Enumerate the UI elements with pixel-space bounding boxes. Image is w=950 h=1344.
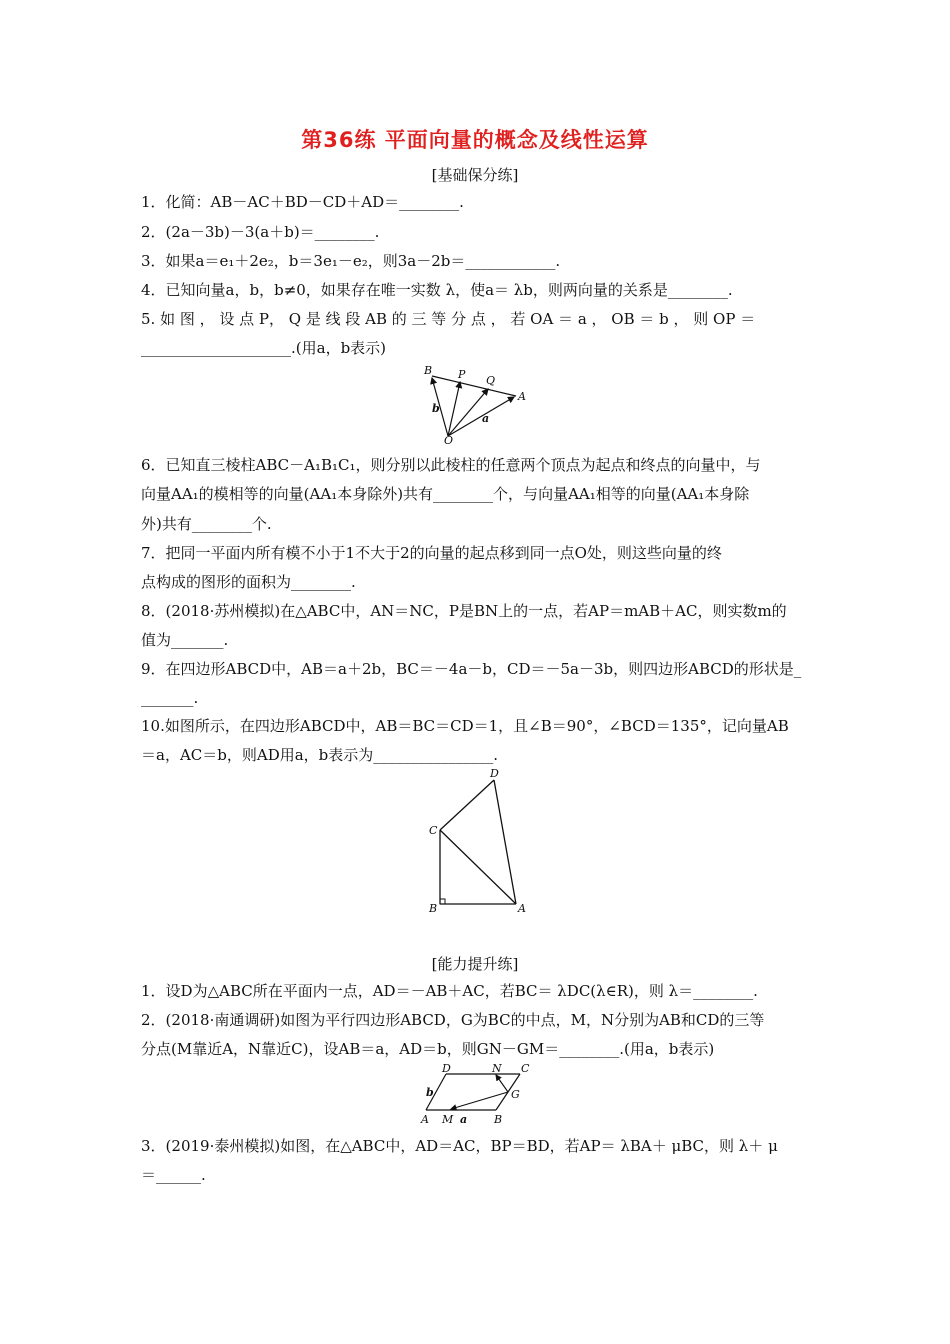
section-heading-basic: [基础保分练] [431, 166, 519, 184]
problem-line: 6．已知直三棱柱ABC－A₁B₁C₁，则分别以此棱柱的任意两个顶点为起点和终点的向量中，与 [141, 456, 761, 474]
label-m: M [442, 1113, 454, 1126]
problem-line: 2．(2a－3b)－3(a＋b)＝________. [141, 223, 380, 241]
figure-parallelogram [418, 1062, 536, 1126]
problem-line: 外)共有________个. [141, 515, 272, 533]
problem-line: 1．设D为△ABC所在平面内一点，AD＝－AB＋AC，若BC＝ λDC(λ∈R)，则 λ＝________. [141, 982, 758, 1000]
vector-oa [448, 397, 514, 436]
label-vector-a: a [482, 412, 490, 425]
problem-line: _______. [141, 689, 199, 707]
problem-line: 值为_______. [141, 631, 229, 649]
label-a: A [518, 902, 526, 915]
label-d: D [442, 1062, 451, 1075]
label-vector-b: b [426, 1086, 434, 1099]
problem-line: 向量AA₁的模相等的向量(AA₁本身除外)共有________个，与向量AA₁相等的向量(AA₁本身除 [141, 485, 750, 503]
label-b: B [494, 1113, 503, 1126]
problem-line: 分点(M靠近A，N靠近C)，设AB＝a，AD＝b，则GN－GM＝________.(用a，b表示) [141, 1040, 715, 1058]
label-a: A [421, 1113, 429, 1126]
problem-line: 5. 如 图 ， 设 点 P， Q 是 线 段 AB 的 三 等 分 点 ， 若 OA ＝ a ， OB ＝ b ， 则 OP ＝ [141, 310, 756, 328]
label-a: A [518, 390, 526, 403]
problem-line: 点构成的图形的面积为________. [141, 573, 356, 591]
label-c: C [429, 824, 438, 837]
problem-line: 1．化简：AB－AC＋BD－CD＋AD＝________. [141, 193, 464, 211]
page-title: 第36练 平面向量的概念及线性运算 [301, 128, 649, 152]
section-heading-advanced: [能力提升练] [431, 955, 519, 973]
problem-line: 9．在四边形ABCD中，AB＝a＋2b，BC＝－4a－b，CD＝－5a－3b，则四边形ABCD的形状是_ [141, 660, 802, 678]
problem-line: 3．如果a＝e₁＋2e₂，b＝3e₁－e₂，则3a－2b＝____________. [141, 252, 561, 270]
problem-line: ____________________.(用a，b表示) [141, 339, 387, 357]
vector-op [448, 382, 460, 436]
problem-line: ＝a，AC＝b，则AD用a，b表示为________________. [141, 746, 499, 764]
label-g: G [511, 1088, 520, 1101]
problem-line: 8．(2018·苏州模拟)在△ABC中，AN＝NC，P是BN上的一点，若AP＝mAB＋AC，则实数m的 [141, 602, 787, 620]
problem-line: 3．(2019·泰州模拟)如图，在△ABC中，AD＝AC，BP＝BD，若AP＝ λBA＋ μBC，则 λ＋ μ [141, 1137, 778, 1155]
label-q: Q [486, 374, 496, 387]
label-o: O [444, 434, 454, 446]
figure-segment-trisection [420, 364, 530, 446]
label-b: B [424, 364, 433, 377]
label-d: D [490, 767, 499, 780]
problem-line: 10.如图所示，在四边形ABCD中，AB＝BC＝CD＝1，且∠B＝90°，∠BCD＝135°，记向量AB [141, 717, 789, 735]
label-b: B [429, 902, 438, 915]
label-vector-a: a [460, 1113, 468, 1126]
label-n: N [492, 1062, 502, 1075]
problem-line: ＝______. [141, 1166, 206, 1184]
label-vector-b: b [432, 402, 440, 415]
label-p: P [458, 368, 466, 381]
label-c: C [521, 1062, 530, 1075]
problem-line: 2．(2018·南通调研)如图为平行四边形ABCD，G为BC的中点，M，N分别为AB和CD的三等 [141, 1011, 765, 1029]
problem-line: 4．已知向量a，b，b≠0，如果存在唯一实数 λ，使a＝ λb，则两向量的关系是________. [141, 281, 733, 299]
segment-ab [432, 376, 516, 396]
figure-quadrilateral-abcd [424, 766, 534, 916]
problem-line: 7．把同一平面内所有模不小于1不大于2的向量的起点移到同一点O处，则这些向量的终 [141, 544, 722, 562]
